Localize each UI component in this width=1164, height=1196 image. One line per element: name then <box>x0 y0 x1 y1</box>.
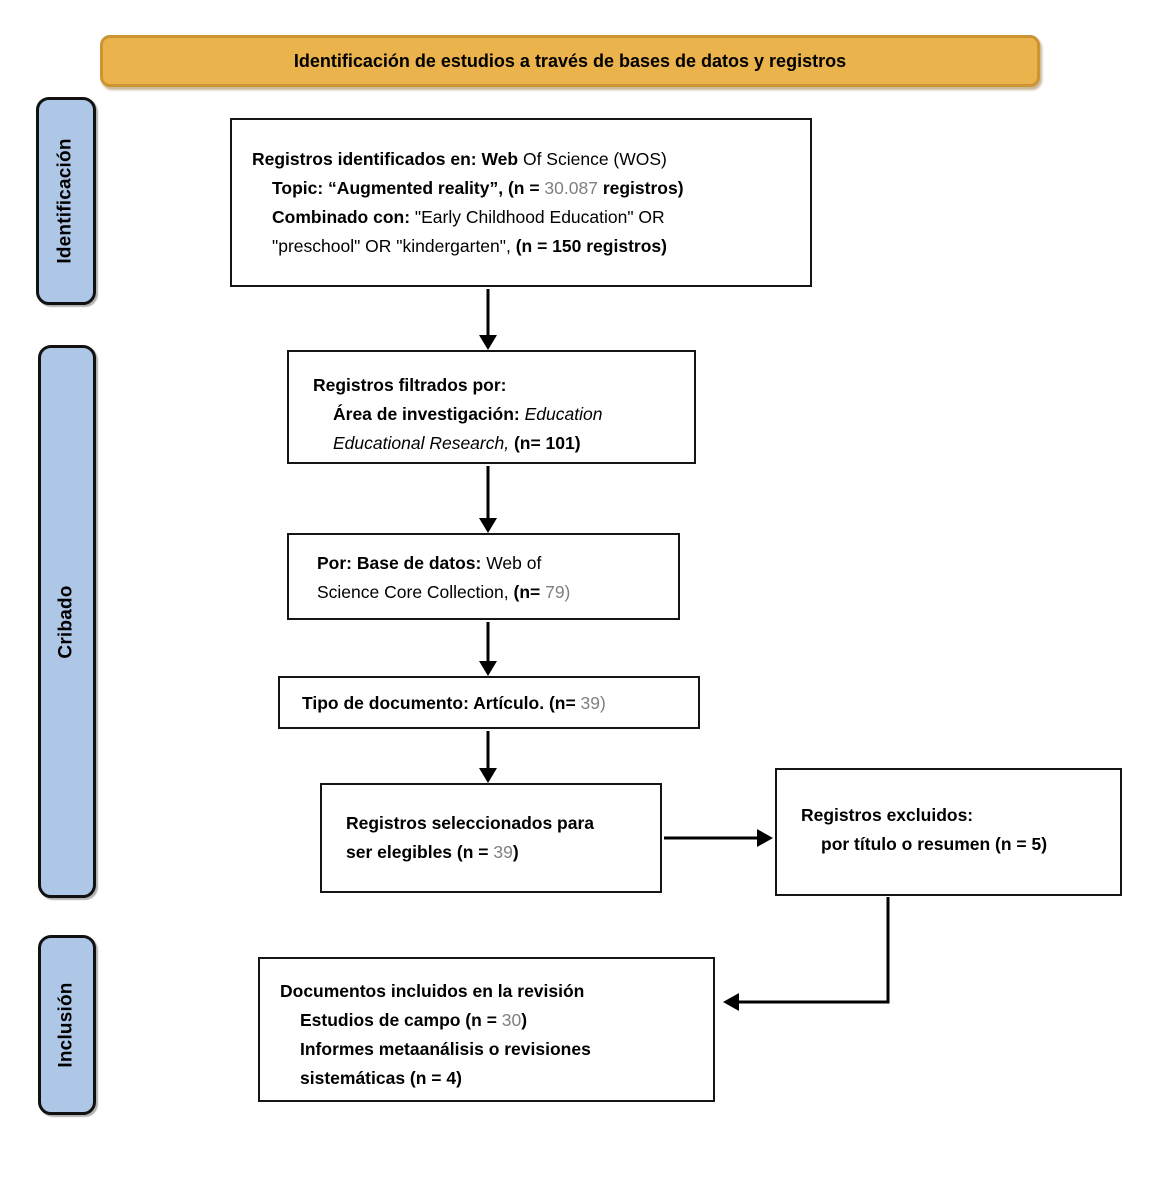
box-text-line: Estudios de campo (n = 30) <box>300 1010 528 1030</box>
box-text-line: Registros filtrados por: <box>313 375 507 395</box>
stage-identificacion-label: Identificación <box>55 138 77 264</box>
arrow-excluded-to-included <box>723 897 888 1011</box>
arrow-identified-to-filtered <box>479 289 497 350</box>
box-text-line: "preschool" OR "kindergarten", (n = 150 registros) <box>272 236 667 256</box>
box-text-line: sistemáticas (n = 4) <box>300 1068 462 1088</box>
box-records-identified <box>230 118 812 287</box>
box-text-line: por título o resumen (n = 5) <box>821 834 1048 854</box>
box-text-line: Science Core Collection, (n= 79) <box>317 582 571 602</box>
box-text-line: ser elegibles (n = 39) <box>346 842 519 862</box>
box-text-line: Registros seleccionados para <box>346 813 595 833</box>
diagram-title: Identificación de estudios a través de bases de datos y registros <box>293 50 847 71</box>
stage-inclusion-label: Inclusión <box>56 982 78 1068</box>
box-text-line: Tipo de documento: Artículo. (n= 39) <box>302 693 606 713</box>
box-records-filtered <box>287 350 696 464</box>
arrow-filtered-to-database <box>479 466 497 533</box>
box-database-filter <box>287 533 680 620</box>
stage-cribado <box>38 345 96 898</box>
box-records-selected <box>320 783 662 893</box>
box-text-line: Registros excluidos: <box>801 805 974 825</box>
box-text-line: Área de investigación: Education <box>333 404 603 424</box>
box-text-line: Registros identificados en: Web Of Science (WOS) <box>252 149 667 169</box>
box-text-line: Documentos incluidos en la revisión <box>280 981 585 1001</box>
box-text-line: Por: Base de datos: Web of <box>317 553 542 573</box>
box-documents-included <box>258 957 715 1102</box>
stage-cribado-label: Cribado <box>56 584 77 659</box>
box-records-excluded <box>775 768 1122 896</box>
stage-identificacion <box>36 97 96 305</box>
arrow-database-to-doctype <box>479 622 497 676</box>
box-text-line: Educational Research, (n= 101) <box>333 433 581 453</box>
arrow-selected-to-excluded <box>664 829 773 847</box>
box-text-line: Informes metaanálisis o revisiones <box>300 1039 591 1059</box>
arrow-doctype-to-selected <box>479 731 497 783</box>
box-text-line: Topic: “Augmented reality”, (n = 30.087 registros) <box>272 178 684 198</box>
diagram-title-banner <box>100 35 1040 87</box>
box-document-type <box>278 676 700 729</box>
box-text-line: Combinado con: "Early Childhood Education" OR <box>272 207 665 227</box>
stage-inclusion <box>38 935 96 1115</box>
